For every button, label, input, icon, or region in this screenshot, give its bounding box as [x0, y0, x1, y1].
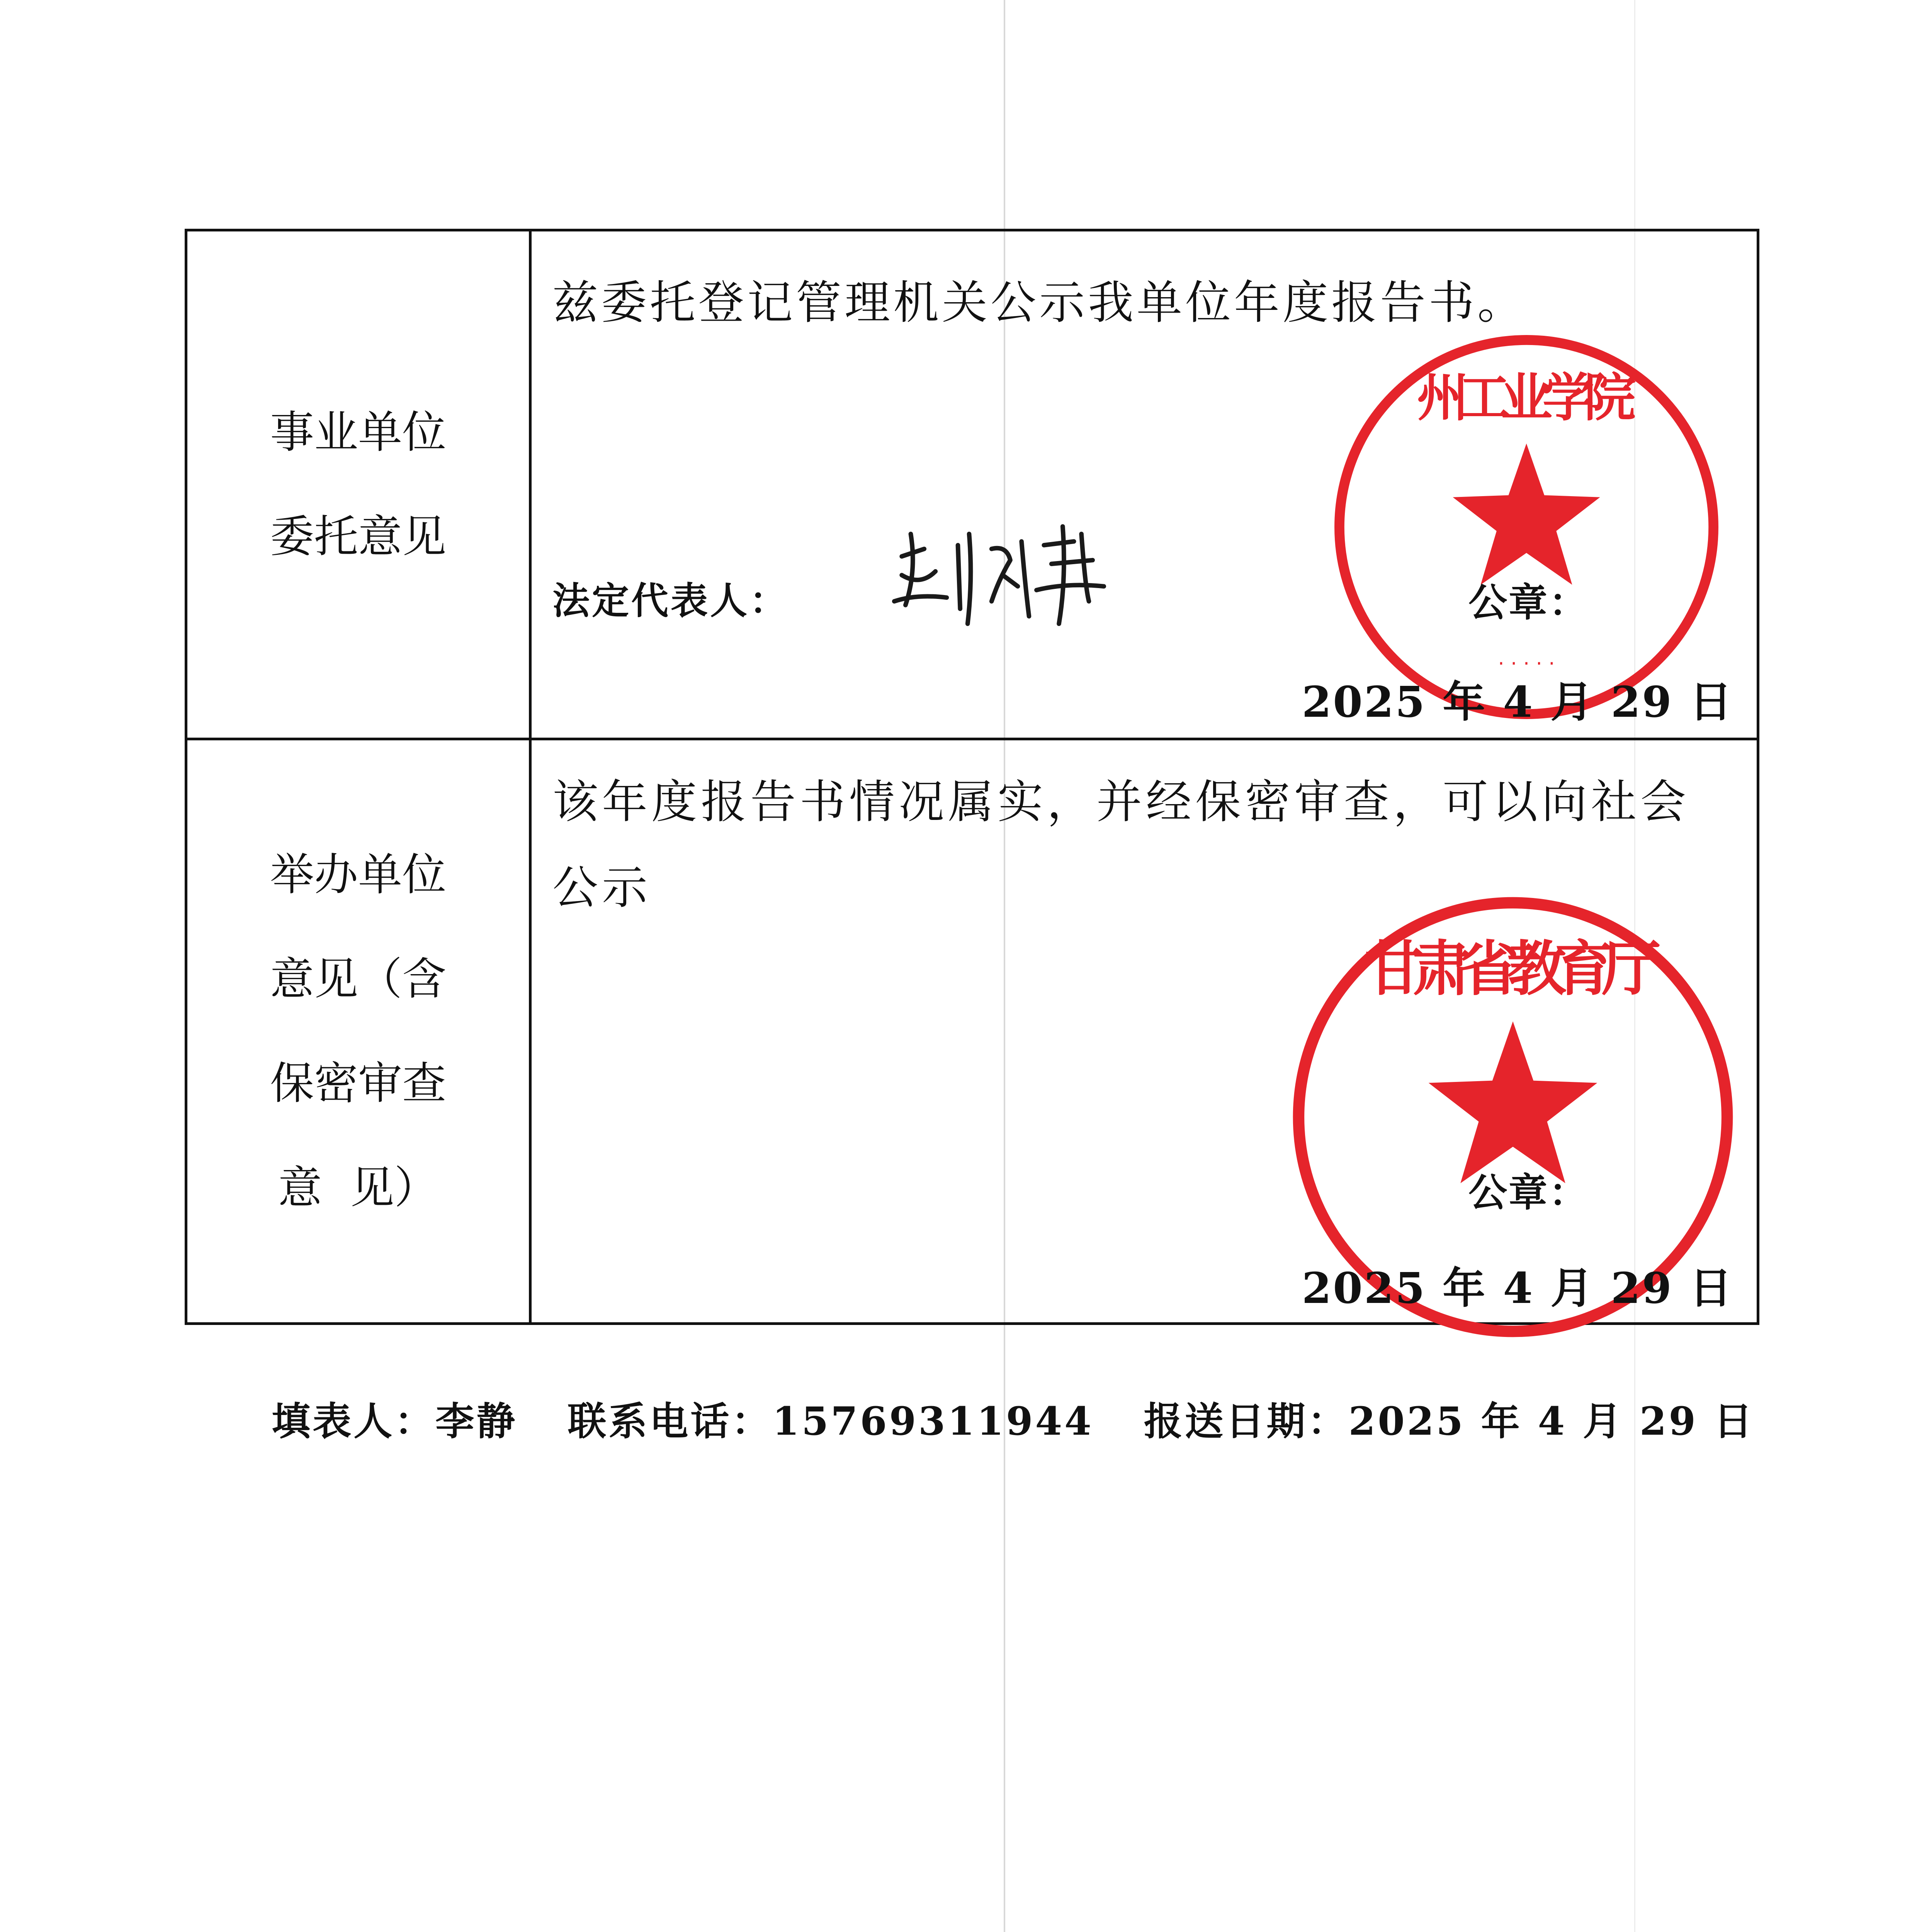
form-footer [209, 1345, 1755, 1492]
label-line: 保密审查 [270, 1058, 446, 1109]
seal-char: 州工业学院 [1417, 367, 1636, 428]
seal-text-chars [1417, 367, 1636, 428]
label-line: 意见（含 [270, 953, 446, 1005]
entrust-opinion-row [186, 230, 1758, 739]
college-official-seal [1327, 328, 1725, 726]
handwritten-signature [879, 502, 1119, 633]
seal-text-chars [1365, 934, 1661, 1004]
legal-representative-label: 法定代表人： [552, 579, 789, 622]
sponsor-opinion-row [186, 739, 1758, 1324]
seal-char: 甘肃省教育厅 [1365, 934, 1661, 1004]
label-line: 意 见） [278, 1162, 438, 1213]
sponsor-opinion-label [186, 739, 530, 1324]
sponsor-date: 2025 年 4 月 29 日 [1302, 1263, 1733, 1313]
official-seal-label: 公章： [1468, 580, 1589, 625]
phone-label: 联系电话： [568, 1398, 773, 1444]
opinion-form-table [185, 229, 1759, 1325]
label-line: 委托意见 [270, 511, 446, 562]
entrust-opinion-label [186, 230, 530, 739]
entrust-date: 2025 年 4 月 29 日 [1302, 677, 1733, 727]
svg-text:· · · · ·: · · · · · [1498, 652, 1555, 675]
label-line: 举办单位 [270, 849, 446, 900]
entrust-statement: 兹委托登记管理机关公示我单位年度报告书。 [552, 276, 1526, 329]
report-date: 2025 年 4 月 29 日 [1348, 1398, 1755, 1444]
official-seal-label: 公章： [1468, 1170, 1589, 1215]
entrust-opinion-content [530, 230, 1758, 739]
filler-label: 填表人： [272, 1398, 436, 1444]
report-date-label: 报送日期： [1144, 1398, 1349, 1444]
phone-number: 15769311944 [772, 1398, 1094, 1444]
sponsor-opinion-content [530, 739, 1758, 1324]
label-line: 事业单位 [270, 406, 446, 458]
sponsor-statement: 该年度报告书情况属实，并经保密审查，可以向社会公示 [552, 775, 1690, 914]
filler-name: 李静 [435, 1398, 518, 1444]
